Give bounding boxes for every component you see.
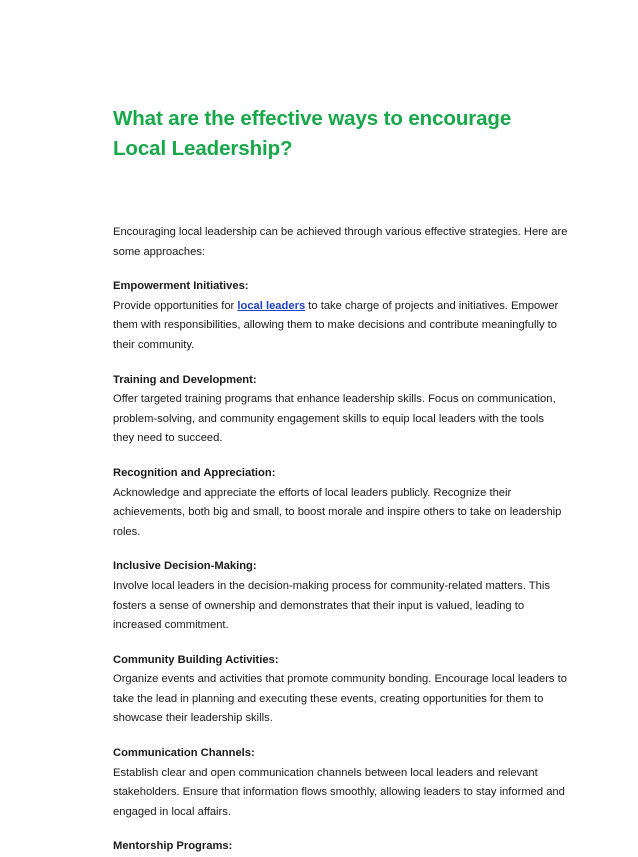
- section-community: [113, 651, 568, 729]
- section-heading: Empowerment Initiatives:: [113, 280, 249, 293]
- section-body: Offer targeted training programs that enhance leadership skills. Focus on communication, problem-solving, and community engagement skills to equip local leaders with the tools they need to succeed.: [113, 393, 556, 445]
- section-body-text: to take charge of projects and initiatives. Empower them with responsibilities, allowing them to make decisions and contribute meaningfully to their community.: [113, 299, 559, 351]
- section-heading: Inclusive Decision-Making:: [113, 560, 257, 573]
- section-communication: [113, 744, 568, 822]
- section-inclusive: [113, 557, 568, 635]
- section-body: Acknowledge and appreciate the efforts of local leaders publicly. Recognize their achievements, both big and small, to boost morale and inspire others to take on leadership roles.: [113, 486, 562, 538]
- section-body-text: Provide opportunities for: [113, 299, 238, 312]
- intro-paragraph: Encouraging local leadership can be achieved through various effective strategies. Here are some approaches:: [113, 226, 568, 258]
- section-mentorship: [113, 837, 568, 857]
- section-heading: Recognition and Appreciation:: [113, 466, 276, 479]
- page-title: What are the effective ways to encourage Local Leadership?: [113, 107, 512, 160]
- section-body: [113, 297, 568, 356]
- document-content: [113, 104, 568, 857]
- section-heading: Training and Development:: [113, 373, 257, 386]
- section-heading: Communication Channels:: [113, 747, 255, 760]
- local-leaders-link[interactable]: local leaders: [237, 299, 306, 312]
- section-empowerment: [113, 277, 568, 355]
- section-heading: Community Building Activities:: [113, 653, 279, 666]
- section-body: Involve local leaders in the decision-making process for community-related matters. This fosters a sense of ownership and demonstrates that their input is valued, leading to increased commitment.: [113, 579, 550, 632]
- section-body: Organize events and activities that promote community bonding. Encourage local leaders to take the lead in planning and executing these events, creating opportunities for them to showcase their leadership skills.: [113, 673, 567, 725]
- section-heading: Mentorship Programs:: [113, 840, 233, 853]
- section-body: Establish clear and open communication channels between local leaders and relevant stakeholders. Ensure that information flows smoothly, allowing leaders to stay informed and engaged in local affairs.: [113, 766, 565, 818]
- section-training: [113, 371, 568, 449]
- section-recognition: [113, 464, 568, 542]
